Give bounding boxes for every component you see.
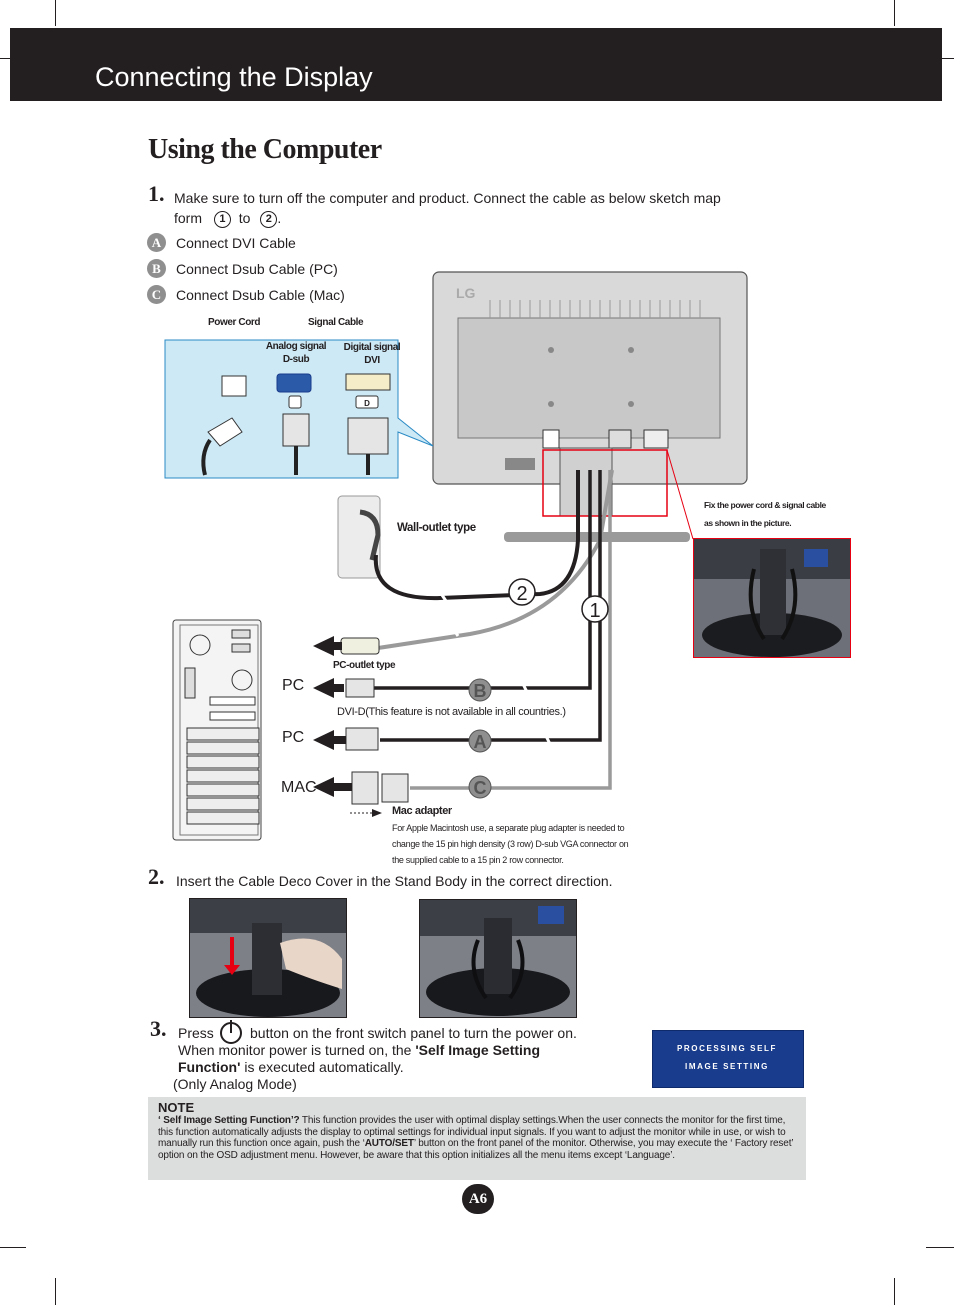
step-3-text-3	[178, 1059, 404, 1075]
osd-message-box	[652, 1030, 804, 1088]
pc-label-2: PC	[282, 729, 305, 746]
callout-2-label: 2	[516, 583, 528, 605]
callout-b-label: B	[473, 681, 487, 701]
step-3-text-1: button on the front switch panel to turn the power on.	[250, 1025, 577, 1041]
step-1-form-word: form	[174, 210, 202, 226]
badge-c: C	[147, 285, 166, 304]
note-text	[158, 1115, 798, 1161]
stand-cable-photo	[693, 538, 851, 658]
step-3-press: Press	[178, 1025, 214, 1041]
callout-a-label: A	[473, 732, 487, 752]
arrow-icon	[313, 730, 334, 750]
auto-set-key: AUTO/SET	[364, 1138, 414, 1149]
step-2-text: Insert the Cable Deco Cover in the Stand Body in the correct direction.	[176, 873, 613, 889]
arrow-icon	[313, 678, 334, 698]
step-1-item-a: Connect DVI Cable	[176, 235, 296, 251]
dvi-plug	[346, 728, 378, 750]
lg-logo: LG	[456, 285, 476, 301]
note-text-1: This function provides the user with optimal display settings.When the user connects the monitor for the first time, this function automatically adjusts the display to optimal settings for individual input signals. If you want to adjust the monitor while in use, or wish to manually run this function once again, push the ‘	[158, 1115, 786, 1149]
function-term: Function'	[178, 1059, 241, 1075]
step-1-item-c: Connect Dsub Cable (Mac)	[176, 287, 345, 303]
dsub-label: D-sub	[282, 354, 310, 365]
pc-outlet-label: PC-outlet type	[333, 660, 396, 671]
step-3-text-4: (Only Analog Mode)	[173, 1076, 297, 1092]
mac-adapter-text-3: the supplied cable to a 15 pin 2 row connector.	[392, 855, 564, 865]
note-title: NOTE	[158, 1100, 195, 1115]
step-1-number: 1.	[148, 181, 165, 206]
mac-adapter-title: Mac adapter	[392, 805, 452, 817]
self-image-setting-term: 'Self Image Setting	[415, 1042, 541, 1058]
power-cord-label: Power Cord	[208, 317, 261, 328]
step-1-item-b: Connect Dsub Cable (PC)	[176, 261, 338, 277]
mac-adapter-text-1: For Apple Macintosh use, a separate plug adapter is needed to	[392, 823, 625, 833]
step-2-number: 2.	[148, 864, 165, 889]
mac-adapter-text-2: change the 15 pin high density (3 row) D-sub VGA connector on	[392, 839, 629, 849]
dvi-availability-note: DVI-D(This feature is not available in all countries.)	[337, 706, 566, 718]
page-header-title: Connecting the Display	[95, 62, 373, 92]
step-3-text-2a: When monitor power is turned on, the	[178, 1042, 416, 1058]
pc-outlet-plug	[341, 638, 379, 654]
osd-line-2: IMAGE SETTING	[685, 1062, 769, 1071]
fix-note-line-1: Fix the power cord & signal cable	[704, 500, 826, 510]
circled-number-1: 1	[214, 211, 231, 228]
digital-signal-label: Digital signal	[343, 342, 401, 353]
badge-b: B	[147, 259, 166, 278]
step-1-period: .	[277, 210, 282, 226]
mac-adapter	[352, 772, 378, 804]
badge-a: A	[147, 233, 166, 252]
dvi-label: DVI	[364, 355, 380, 366]
dsub-plug	[346, 679, 374, 697]
signal-cable-label: Signal Cable	[308, 317, 364, 328]
step-3-text-2	[178, 1042, 540, 1058]
wall-outlet-label: Wall-outlet type	[397, 522, 476, 534]
step-3-number: 3.	[150, 1016, 167, 1041]
pc-label-1: PC	[282, 677, 305, 694]
arrow-icon	[313, 636, 334, 656]
analog-signal-label: Analog signal	[265, 341, 327, 352]
callout-c-label: C	[473, 778, 487, 798]
page-number: A6	[462, 1184, 494, 1214]
circled-number-2: 2	[260, 211, 277, 228]
callout-1-label: 1	[589, 600, 601, 622]
note-text-2: ’ button on the front panel of the monitor. Otherwise, you may execute the ‘ Factory reset’ option on the OSD adjustment menu. However, be aware that this option initializes all the menu items except ‘Language’.	[158, 1138, 794, 1161]
pc-tower	[173, 620, 261, 840]
note-lead: ‘ Self Image Setting Function’?	[158, 1115, 300, 1126]
osd-line-1: PROCESSING SELF	[676, 1044, 777, 1053]
step-1-text: Make sure to turn off the computer and product. Connect the cable as below sketch map	[174, 190, 721, 206]
deco-cover-photo-2	[419, 899, 577, 1018]
step-1-to-word: to	[238, 210, 251, 226]
dvi-icon-letter: D	[364, 399, 370, 408]
deco-cover-photo-1	[189, 898, 347, 1018]
cable-b	[372, 470, 590, 688]
mac-label: MAC	[281, 779, 317, 796]
fix-note-line-2: as shown in the picture.	[704, 518, 792, 528]
step-3-text-3b: is executed automatically.	[240, 1059, 404, 1075]
wall-outlet	[338, 496, 380, 578]
section-title: Using the Computer	[148, 134, 382, 165]
